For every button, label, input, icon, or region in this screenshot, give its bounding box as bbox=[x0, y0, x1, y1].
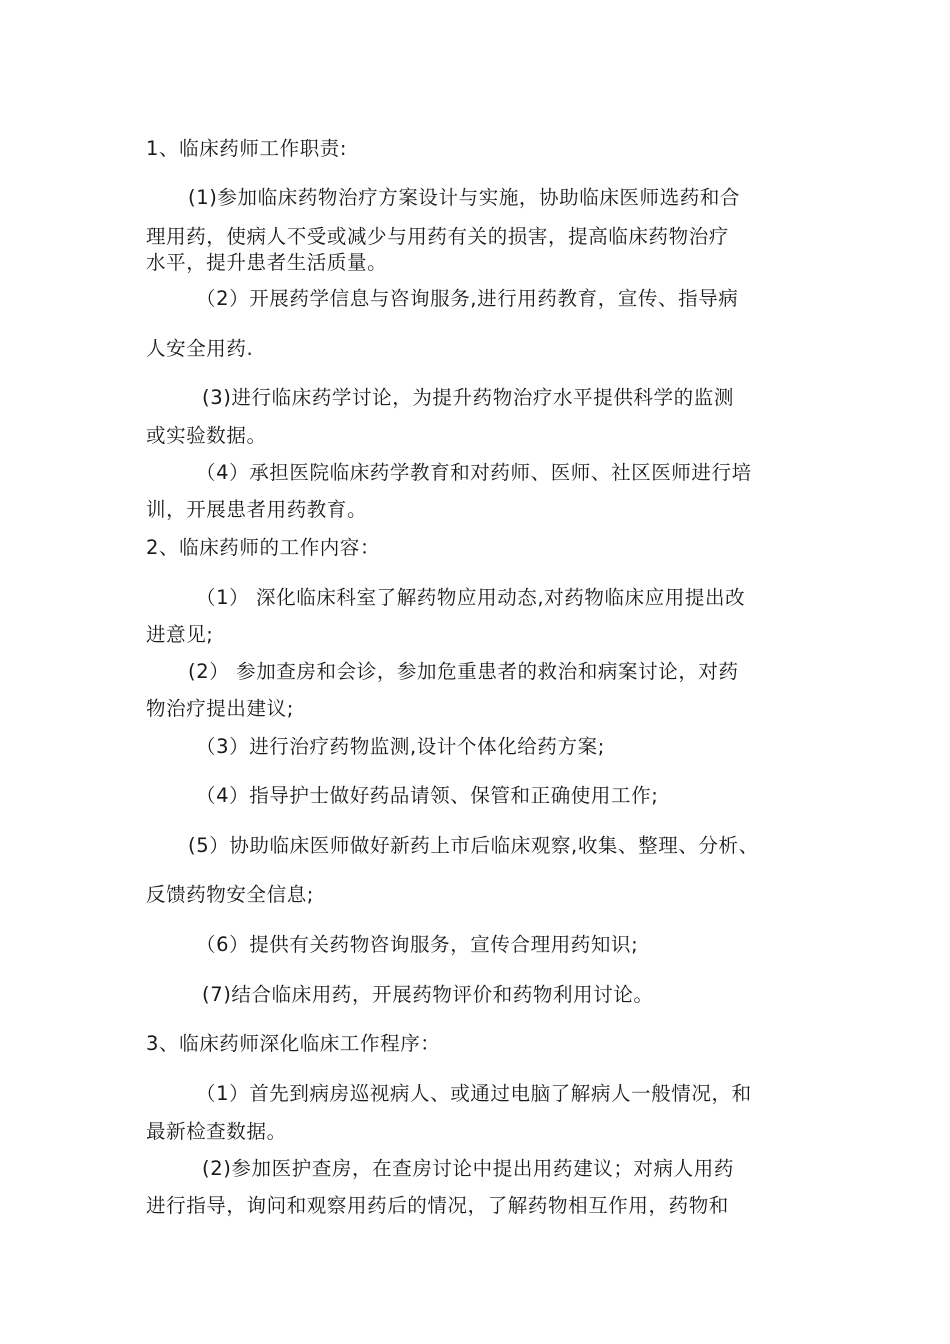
paragraph-line: 反馈药物安全信息; bbox=[146, 883, 314, 906]
paragraph-line: 训，开展患者用药教育。 bbox=[146, 498, 368, 521]
paragraph-line: 人安全用药. bbox=[146, 337, 254, 360]
heading-1: 1、临床药师工作职责: bbox=[146, 137, 348, 160]
paragraph-line: 最新检查数据。 bbox=[146, 1120, 287, 1143]
paragraph-line: (5）协助临床医师做好新药上市后临床观察,收集、整理、分析、 bbox=[188, 834, 759, 857]
heading-2: 2、临床药师的工作内容： bbox=[146, 536, 381, 559]
paragraph-line: (2)参加医护查房，在查房讨论中提出用药建议；对病人用药 bbox=[202, 1157, 734, 1180]
paragraph-line: (7)结合临床用药，开展药物评价和药物利用讨论。 bbox=[202, 983, 654, 1006]
paragraph-line: （4）指导护士做好药品请领、保管和正确使用工作; bbox=[196, 784, 659, 807]
paragraph-line: 进意见; bbox=[146, 623, 214, 646]
paragraph-line: 进行指导，询问和观察用药后的情况，了解药物相互作用，药物和 bbox=[146, 1194, 729, 1217]
paragraph-line: (3)进行临床药学讨论，为提升药物治疗水平提供科学的监测 bbox=[202, 386, 734, 409]
paragraph-line: 物治疗提出建议; bbox=[146, 697, 294, 720]
paragraph-line: (2） 参加查房和会诊，参加危重患者的救治和病案讨论，对药 bbox=[188, 660, 739, 683]
heading-3: 3、临床药师深化临床工作程序： bbox=[146, 1032, 441, 1055]
paragraph-line: 或实验数据。 bbox=[146, 424, 267, 447]
paragraph-line: （2）开展药学信息与咨询服务,进行用药教育，宣传、指导病 bbox=[196, 287, 739, 310]
paragraph-line: （3）进行治疗药物监测,设计个体化给药方案; bbox=[196, 735, 605, 758]
paragraph-line: （4）承担医院临床药学教育和对药师、医师、社区医师进行培 bbox=[196, 461, 752, 484]
paragraph-line: （6）提供有关药物咨询服务，宣传合理用药知识; bbox=[196, 933, 639, 956]
paragraph-line: (1)参加临床药物治疗方案设计与实施，协助临床医师选药和合 bbox=[188, 186, 741, 209]
paragraph-line: （1） 深化临床科室了解药物应用动态,对药物临床应用提出改 bbox=[196, 586, 746, 609]
paragraph-line: 理用药，使病人不受或减少与用药有关的损害，提高临床药物治疗 bbox=[146, 225, 729, 248]
paragraph-line: （1）首先到病房巡视病人、或通过电脑了解病人一般情况，和 bbox=[196, 1082, 752, 1105]
paragraph-line: 水平，提升患者生活质量。 bbox=[146, 251, 388, 274]
